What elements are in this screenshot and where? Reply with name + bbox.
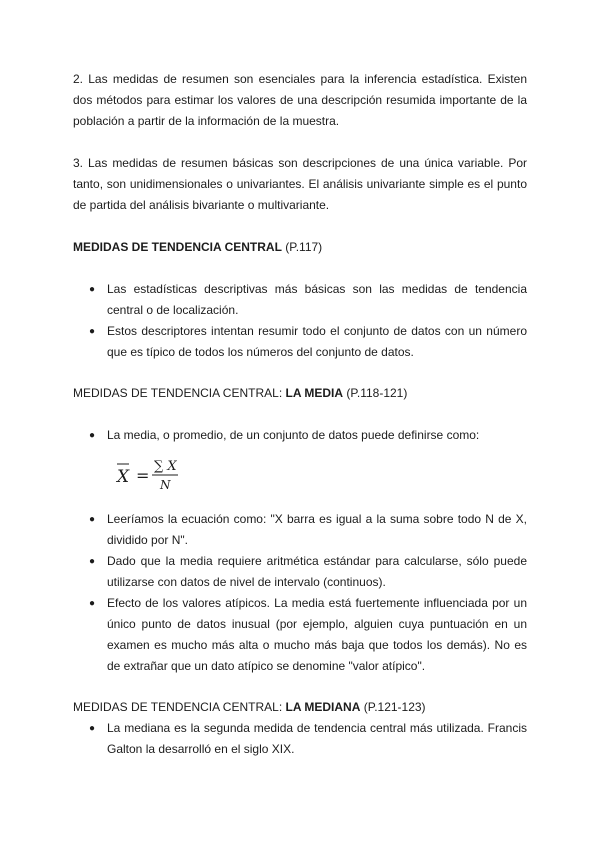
- section-heading-media: [73, 383, 533, 404]
- formula-lhs: X: [117, 467, 130, 487]
- list-item-text: La mediana es la segunda medida de tendencia central más utilizada. Francis Galton la desarrolló en el siglo XIX.: [107, 721, 527, 756]
- bullet-icon: ●: [89, 284, 96, 295]
- list-item: [73, 551, 527, 593]
- bullet-icon: ●: [89, 556, 96, 567]
- heading-prefix: MEDIDAS DE TENDENCIA CENTRAL:: [73, 386, 283, 400]
- list-item-text: Dado que la media requiere aritmética estándar para calcularse, sólo puede utilizarse con datos de nivel de intervalo (continuos).: [107, 554, 527, 589]
- formula-denominator: N: [160, 478, 171, 492]
- paragraph-3: 3. Las medidas de resumen básicas son descripciones de una única variable. Por tanto, son unidimensionales o univariantes. El análisis univariante simple es el punto de partida del análisis bivariante o multivariante.: [73, 156, 527, 212]
- list-item: [73, 321, 527, 363]
- heading-page-ref: (P.121-123): [363, 700, 426, 714]
- list-item: [73, 425, 527, 446]
- mean-formula: [114, 456, 204, 496]
- heading-page-ref: (P.117): [285, 240, 323, 254]
- bullet-icon: ●: [89, 723, 96, 734]
- heading-page-ref: (P.118-121): [346, 386, 408, 400]
- bullet-icon: ●: [89, 326, 96, 337]
- formula-numerator: ∑ X: [154, 459, 177, 474]
- bullet-icon: ●: [89, 430, 96, 441]
- bullet-list-media: [73, 509, 527, 677]
- list-item-text: La media, o promedio, de un conjunto de datos puede definirse como:: [107, 428, 480, 442]
- heading-bold-text: MEDIDAS DE TENDENCIA CENTRAL: [73, 240, 282, 254]
- bullet-list-tendencia-central: [73, 279, 527, 363]
- list-item: [73, 593, 527, 677]
- list-item-text: Leeríamos la ecuación como: "X barra es igual a la suma sobre todo N de X, dividido por N".: [107, 512, 527, 547]
- section-heading-tendencia-central: [73, 237, 533, 258]
- bullet-icon: ●: [89, 598, 96, 609]
- section-heading-mediana: [73, 697, 533, 718]
- bullet-icon: ●: [89, 514, 96, 525]
- bullet-list-mediana: [73, 718, 527, 760]
- list-item-text: Estos descriptores intentan resumir todo el conjunto de datos con un número que es típico de todos los números del conjunto de datos.: [107, 324, 527, 359]
- list-item: [73, 718, 527, 760]
- formula-equals: =: [136, 466, 150, 485]
- bullet-list-media-intro: [73, 425, 527, 446]
- list-item: [73, 279, 527, 321]
- heading-prefix: MEDIDAS DE TENDENCIA CENTRAL:: [73, 700, 283, 714]
- paragraph-2: 2. Las medidas de resumen son esenciales para la inferencia estadística. Existen dos métodos para estimar los valores de una descripción resumida importante de la población a partir de la información de la muestra.: [73, 72, 527, 128]
- heading-bold-text: LA MEDIANA: [285, 700, 361, 714]
- heading-bold-text: LA MEDIA: [285, 386, 344, 400]
- list-item-text: Efecto de los valores atípicos. La media está fuertemente influenciada por un único punto de datos inusual (por ejemplo, alguien cuya puntuación en un examen es mucho más alta o mucho más baja que todos los demás). No es de extrañar que un dato atípico se denomine "valor atípico".: [107, 596, 527, 673]
- list-item-text: Las estadísticas descriptivas más básicas son las medidas de tendencia central o de localización.: [107, 282, 527, 317]
- list-item: [73, 509, 527, 551]
